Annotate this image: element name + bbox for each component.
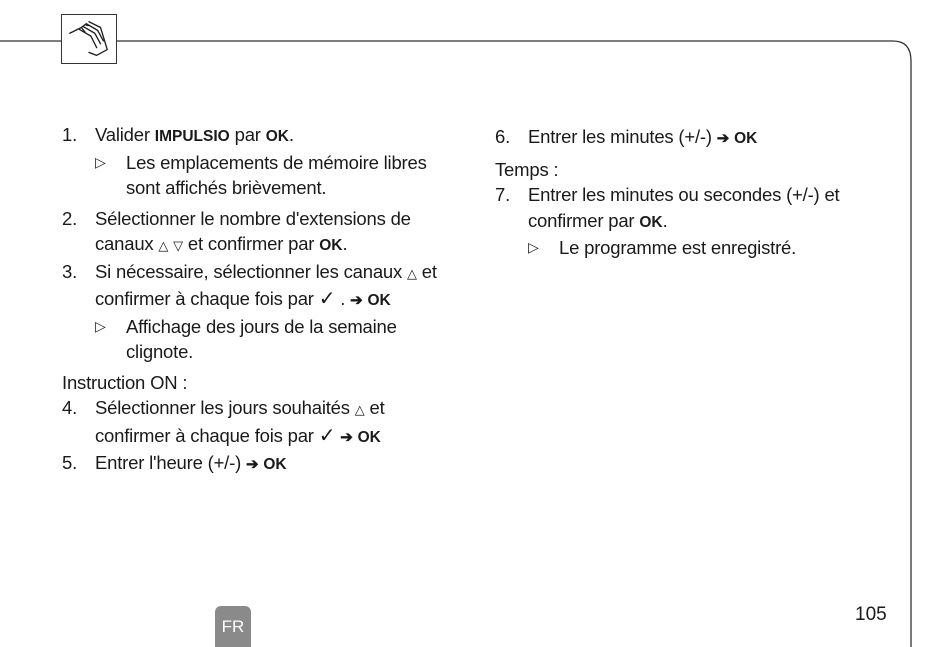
step-text: et confirmer par: [182, 233, 320, 254]
step-text: Entrer les minutes ou secondes (+/-) et confirmer par: [528, 184, 840, 231]
step-number: 5.: [62, 452, 78, 473]
step-7: [495, 182, 895, 235]
step-text: .: [288, 124, 294, 145]
checkmark-icon: ✓: [318, 424, 336, 447]
instructions-right-column: [495, 124, 895, 261]
section-label-temps: Temps :: [495, 158, 559, 180]
triangle-up-icon: △: [407, 265, 417, 281]
keyword-ok: OK: [357, 428, 381, 446]
keyword-impulsio: IMPULSIO: [154, 128, 230, 145]
step-text: Entrer les minutes (+/-): [528, 126, 717, 147]
arrow-right-icon: ➔: [716, 130, 730, 147]
result-text: Le programme est enregistré.: [559, 237, 797, 258]
triangle-up-icon: △: [354, 402, 365, 417]
hand-icon: [61, 14, 117, 64]
step-text: .: [662, 209, 668, 231]
step-4: [62, 395, 462, 450]
keyword-ok: OK: [639, 213, 663, 231]
step-number: 1.: [62, 124, 78, 145]
arrow-right-icon: ➔: [245, 456, 259, 473]
step-number: 6.: [495, 126, 511, 147]
language-label: FR: [221, 616, 245, 636]
step-number: 7.: [495, 184, 511, 205]
step-text: .: [342, 233, 348, 254]
step-text: Si nécessaire, sélectionner les canaux: [95, 260, 408, 282]
step-5: [62, 450, 462, 478]
keyword-ok: OK: [319, 237, 343, 254]
result-text: Les emplacements de mémoire libres sont affichés brièvement.: [126, 151, 427, 198]
step-2: [62, 206, 462, 259]
step-text: Entrer l'heure (+/-): [95, 452, 246, 473]
step-3-result: [62, 314, 462, 365]
triangle-right-icon: ▷: [95, 153, 106, 170]
step-6: [495, 124, 895, 152]
keyword-ok: OK: [367, 292, 391, 309]
step-text: .: [335, 288, 351, 309]
step-1-result: [62, 150, 462, 201]
step-text: Sélectionner les jours souhaités: [95, 397, 355, 418]
triangle-right-icon: ▷: [95, 317, 106, 334]
step-text: Sélectionner le nombre d'extensions de canaux: [95, 207, 411, 254]
arrow-right-icon: ➔: [340, 428, 353, 446]
step-7-result: [495, 235, 895, 261]
keyword-ok: OK: [734, 130, 758, 147]
step-text: Valider: [95, 124, 155, 145]
keyword-ok: OK: [265, 128, 289, 145]
instructions-left-column: [62, 122, 462, 478]
result-text: Affichage des jours de la semaine clignote.: [126, 315, 397, 362]
step-3: [62, 259, 462, 314]
triangle-up-icon: △: [158, 238, 169, 253]
step-text: par: [229, 124, 266, 145]
checkmark-icon: ✓: [318, 288, 336, 310]
keyword-ok: OK: [263, 456, 287, 473]
triangle-right-icon: ▷: [528, 239, 539, 255]
arrow-right-icon: ➔: [350, 292, 363, 309]
step-text: et confirmer à chaque fois par: [95, 260, 437, 309]
triangle-down-icon: ▽: [173, 238, 183, 253]
step-number: 3.: [62, 260, 78, 282]
step-1: [62, 122, 462, 150]
step-text: et confirmer à chaque fois par: [95, 397, 385, 446]
language-tab: [215, 606, 251, 647]
section-label-instruction-on: Instruction ON :: [62, 371, 188, 393]
page-number: 105: [855, 604, 887, 625]
step-number: 4.: [62, 397, 78, 418]
step-number: 2.: [62, 207, 78, 229]
